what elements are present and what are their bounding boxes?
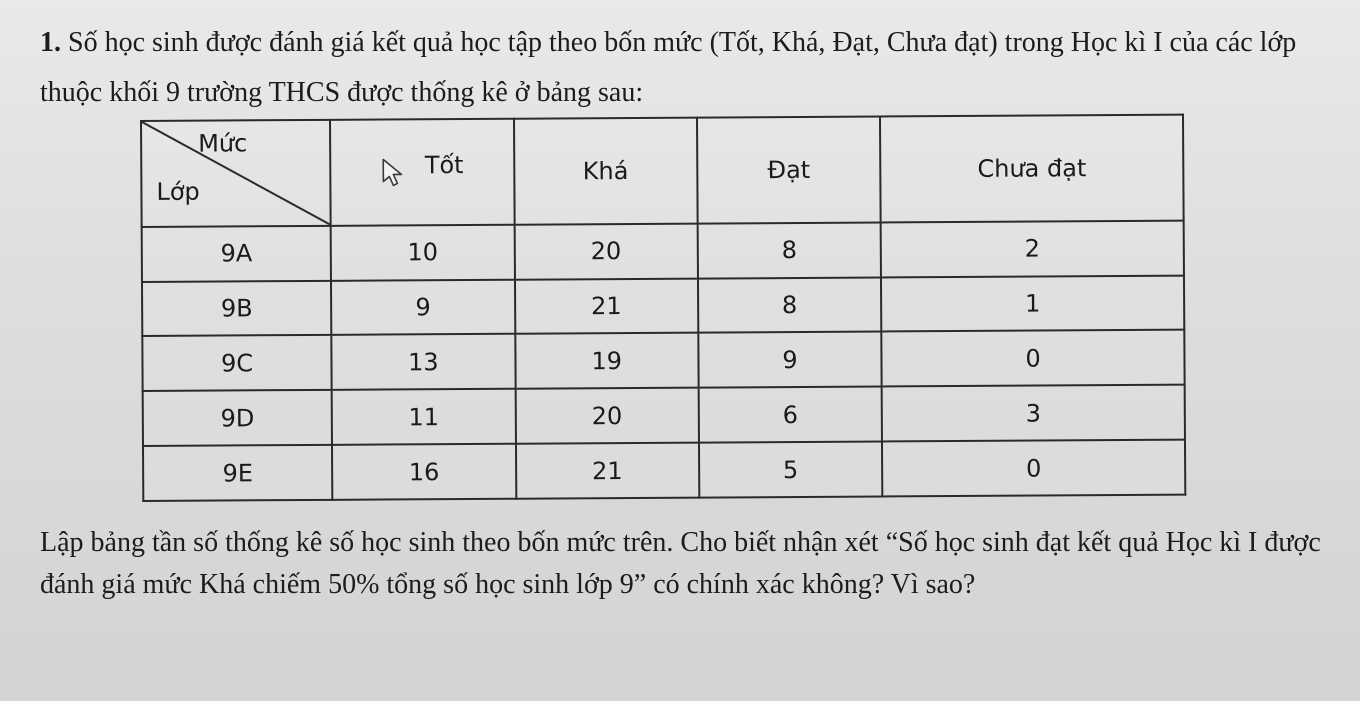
table-cell: 20 [514, 223, 698, 279]
header-chua-dat: Chưa đạt [880, 115, 1183, 223]
corner-header-cell [141, 120, 331, 227]
table-cell: 1 [881, 275, 1184, 332]
corner-label-lop: Lớp [156, 177, 200, 206]
table-row [142, 330, 1184, 391]
row-label: 9B [142, 280, 332, 336]
header-kha: Khá [514, 118, 698, 225]
question-intro [40, 18, 1340, 118]
header-tot-label: Tốt [424, 150, 464, 180]
table-header-row [141, 115, 1184, 227]
question-intro-text: Số học sinh được đánh giá kết quả học tập theo bốn mức (Tốt, Khá, Đạt, Chưa đạt) trong Học kì I của các lớp thuộc khối 9 trường THCS được thống kê ở bảng sau: [40, 27, 1297, 108]
table-cell: 21 [516, 443, 700, 499]
row-label: 9D [143, 390, 333, 446]
table-cell: 0 [882, 440, 1185, 497]
table-cell: 8 [698, 222, 882, 278]
statistics-table-wrapper [140, 114, 1186, 502]
table-cell: 20 [515, 388, 699, 444]
table-row [142, 220, 1184, 281]
row-label: 9C [142, 335, 332, 391]
table-cell: 16 [332, 444, 516, 500]
table-cell: 13 [332, 334, 516, 390]
table-row [143, 440, 1185, 501]
table-cell: 2 [881, 220, 1184, 277]
table-cell: 9 [698, 332, 882, 388]
table-cell: 3 [882, 385, 1185, 442]
table-cell: 9 [331, 279, 515, 335]
corner-label-muc: Mức [198, 129, 248, 158]
statistics-table [140, 114, 1186, 502]
header-dat: Đạt [697, 116, 881, 223]
question-task-text: Lập bảng tần số thống kê số học sinh theo bốn mức trên. Cho biết nhận xét “Số học sinh đạt kết quả Học kì I được đánh giá mức Khá chiếm 50% tổng số học sinh lớp 9” có chính xác không? Vì sao? [40, 527, 1321, 600]
table-cell: 19 [515, 333, 699, 389]
table-row [143, 385, 1185, 446]
table-cell: 21 [515, 278, 699, 334]
table-cell: 10 [331, 224, 515, 280]
table-cell: 5 [699, 442, 883, 498]
table-row [142, 275, 1184, 336]
header-tot [330, 119, 514, 226]
mouse-pointer-icon [381, 157, 405, 193]
table-cell: 11 [332, 389, 516, 445]
question-number: 1. [40, 27, 61, 58]
table-cell: 6 [699, 387, 883, 443]
row-label: 9E [143, 445, 333, 501]
table-cell: 0 [881, 330, 1184, 387]
table-cell: 8 [698, 277, 882, 333]
row-label: 9A [142, 225, 332, 281]
